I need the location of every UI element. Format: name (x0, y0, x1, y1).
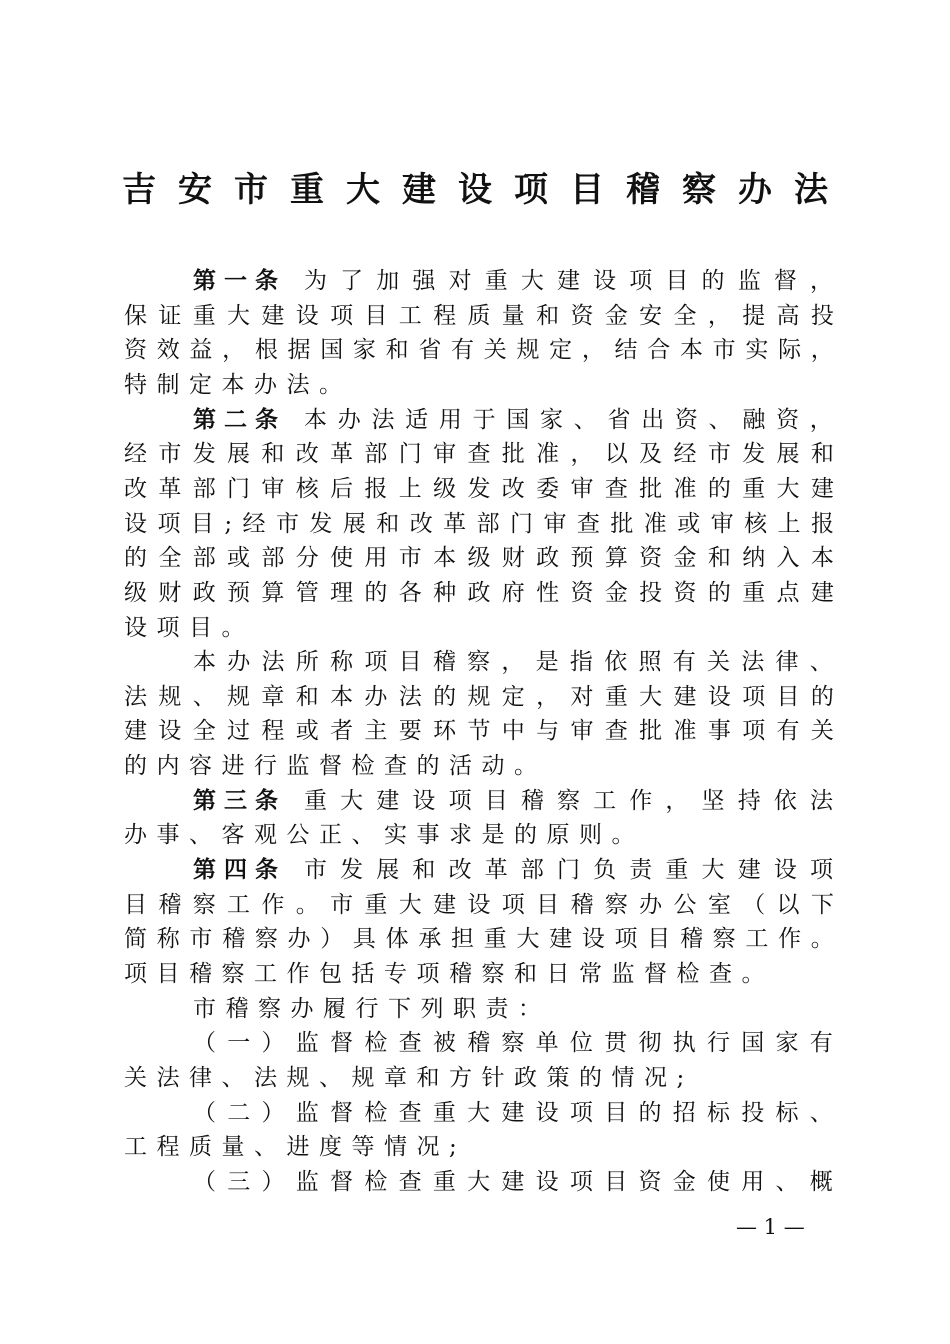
body-line (193, 852, 833, 888)
body-line: 经 市 发 展 和 改 革 部 门 审 查 批 准 ， 以 及 经 市 发 展 和 (124, 441, 834, 468)
body-line: 项目稽察工作包括专项稽察和日常监督检查。 (124, 961, 774, 987)
body-line: 工程质量、进度等情况; (124, 1134, 467, 1161)
article-text: 重 大 建 设 项 目 稽 察 工 作 ， 坚 持 依 法 (304, 787, 833, 814)
body-line: 设项目。 (124, 614, 254, 641)
body-line: 法 规 、 规 章 和 本 办 法 的 规 定 ， 对 重 大 建 设 项 目 的 (124, 683, 834, 710)
body-line: 特制定本办法。 (124, 371, 352, 398)
body-line: 简 称 市 稽 察 办 ） 具 体 承 担 重 大 建 设 项 目 稽 察 工 作 。 (124, 926, 834, 953)
body-line: 关法律、法规、规章和方针政策的情况; (124, 1064, 694, 1091)
body-line (193, 402, 833, 438)
body-line: 资 效 益 ， 根 据 国 家 和 省 有 关 规 定 ， 结 合 本 市 实 际 ， (124, 337, 834, 364)
body-line (193, 783, 833, 819)
article-label: 第 四 条 (193, 856, 278, 884)
article-text: 为 了 加 强 对 重 大 建 设 项 目 的 监 督 ， (304, 268, 833, 294)
article-text: 本 办 法 适 用 于 国 家 、 省 出 资 、 融 资 ， (304, 406, 833, 433)
body-line: 目 稽 察 工 作 。 市 重 大 建 设 项 目 稽 察 办 公 室 （ 以 下 (124, 891, 834, 918)
body-line: 的 全 部 或 部 分 使 用 市 本 级 财 政 预 算 资 金 和 纳 入 本 (124, 545, 834, 572)
body-line: 办事、客观公正、实事求是的原则。 (124, 822, 644, 849)
body-line: 改 革 部 门 审 核 后 报 上 级 发 改 委 审 查 批 准 的 重 大 建 (124, 475, 834, 502)
body-line: （ 三 ） 监 督 检 查 重 大 建 设 项 目 资 金 使 用 、 概 (193, 1168, 833, 1195)
body-line (193, 263, 833, 299)
body-line: 本 办 法 所 称 项 目 稽 察 ， 是 指 依 照 有 关 法 律 、 (193, 649, 833, 676)
body-line: 市稽察办履行下列职责： (193, 995, 551, 1022)
body-line: 的内容进行监督检查的活动。 (124, 753, 547, 780)
page-number: — 1 — (736, 1215, 805, 1239)
article-label: 第 三 条 (193, 786, 278, 814)
body-line: 建 设 全 过 程 或 者 主 要 环 节 中 与 审 查 批 准 事 项 有 关 (124, 718, 834, 745)
document-title: 吉安市重大建设项目稽察办法 (122, 170, 850, 210)
article-text: 市 发 展 和 改 革 部 门 负 责 重 大 建 设 项 (304, 857, 833, 884)
body-line: （ 二 ） 监 督 检 查 重 大 建 设 项 目 的 招 标 投 标 、 (193, 1099, 833, 1126)
body-line: （ 一 ） 监 督 检 查 被 稽 察 单 位 贯 彻 执 行 国 家 有 (193, 1030, 833, 1057)
body-line: 保 证 重 大 建 设 项 目 工 程 质 量 和 资 金 安 全 ， 提 高 投 (124, 302, 834, 329)
article-label: 第 二 条 (193, 405, 278, 433)
body-line: 设 项 目 ; 经 市 发 展 和 改 革 部 门 审 查 批 准 或 审 核 上 报 (124, 510, 834, 537)
body-line: 级 财 政 预 算 管 理 的 各 种 政 府 性 资 金 投 资 的 重 点 建 (124, 579, 834, 606)
article-label: 第 一 条 (193, 267, 278, 294)
